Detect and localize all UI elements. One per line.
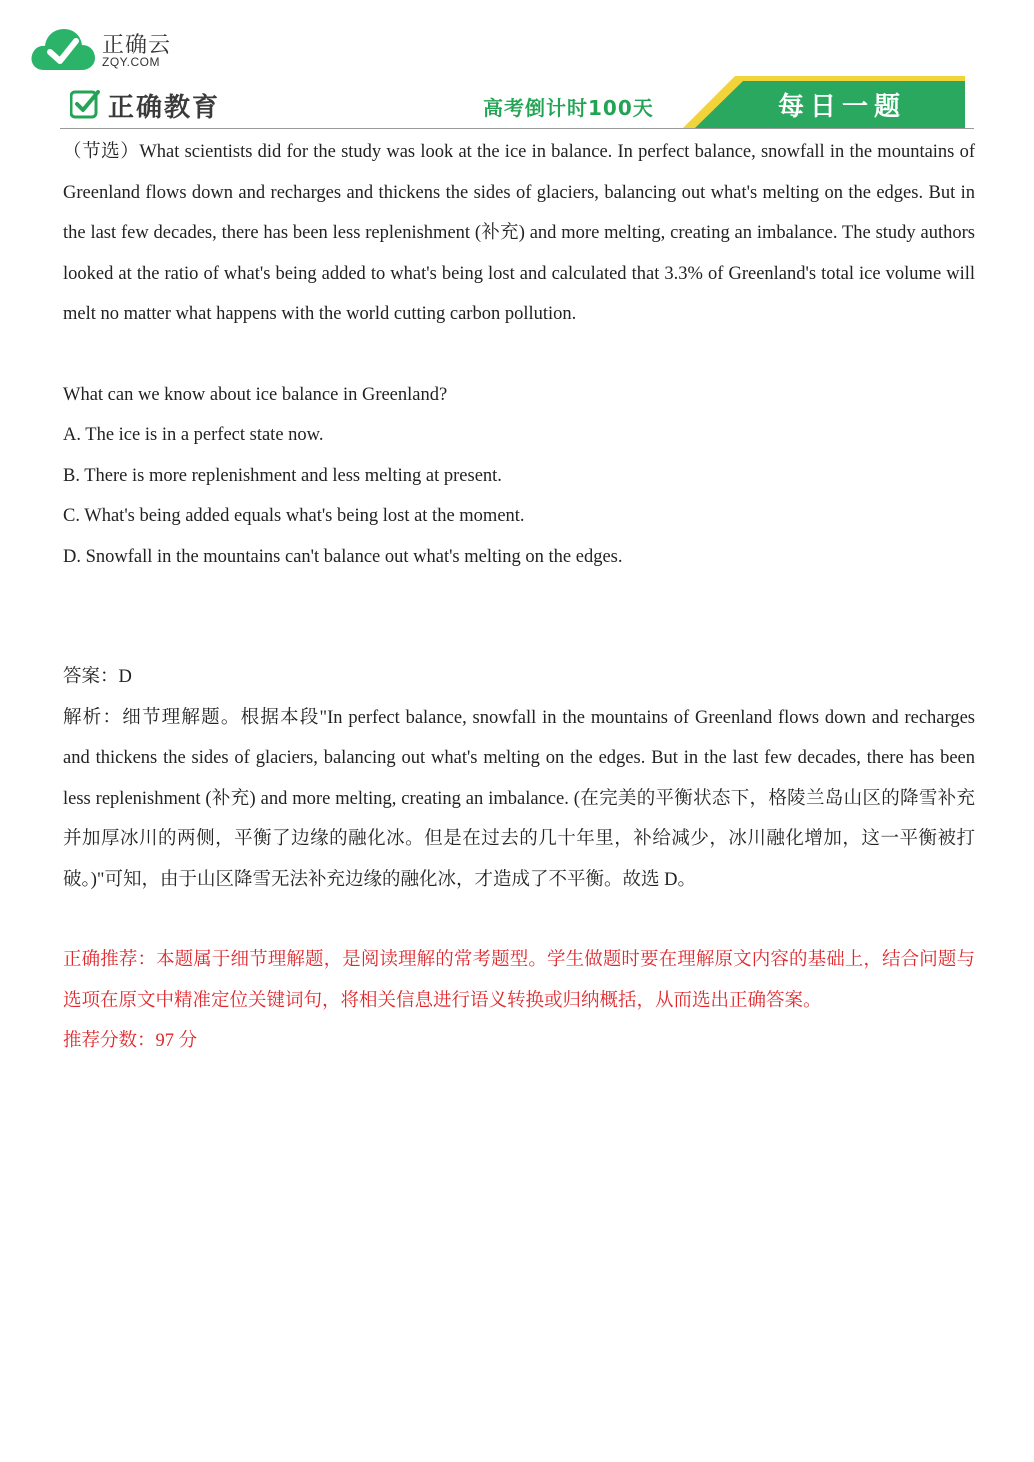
option-c: C. What's being added equals what's being lost at the moment. <box>63 506 525 526</box>
question-block <box>63 375 975 578</box>
zqy-logo <box>30 26 190 76</box>
option-a: A. The ice is in a perfect state now. <box>63 425 324 445</box>
recommendation-text: 正确推荐：本题属于细节理解题，是阅读理解的常考题型。学生做题时要在理解原文内容的基础上，结合问题与选项在原文中精准定位关键词句，将相关信息进行语义转换或归纳概括，从而选出正确答案。 <box>63 950 975 1011</box>
analysis-text: 解析：细节理解题。根据本段"In perfect balance, snowfall in the mountains of Greenland flows down and recharges and thickens the sides of glaciers, balancing out what's melting on the edges. But in the last few decades, there has been less replenishment (补充) and more melting, creating an imbalance. (在完美的平衡状态下，格陵兰岛山区的降雪补充并加厚冰川的两侧，平衡了边缘的融化冰。但是在过去的几十年里，补给减少，冰川融化增加，这一平衡被打破。)"可知，由于山区降雪无法补充边缘的融化冰，才造成了不平衡。故选 D。 <box>63 707 975 890</box>
logo-domain: ZQY.COM <box>102 55 160 69</box>
reading-passage: （节选）What scientists did for the study was look at the ice in balance. In perfect balance, snowfall in the mountains of Greenland flows down and recharges and thickens the sides of glaciers, balancing out what's melting on the edges. But in the last few decades, there has been less replenishment (补充) and more melting, creating an imbalance. The study authors looked at the ratio of what's being added to what's being lost and calculated that 3.3% of Greenland's total ice volume will melt no matter what happens with the world cutting carbon pollution. <box>63 142 975 324</box>
cloud-check-icon <box>30 26 96 72</box>
recommended-score: 推荐分数：97 分 <box>63 1031 198 1051</box>
document-body <box>63 132 975 1062</box>
countdown-text: 高考倒计时100天 <box>483 96 654 120</box>
daily-banner-label: 每日一题 <box>778 92 907 122</box>
header-divider <box>60 128 974 129</box>
recommendation-block <box>63 940 975 1062</box>
answer-line: 答案：D <box>63 667 132 687</box>
answer-block <box>63 657 975 900</box>
logo-chinese-name: 正确云 <box>102 33 172 58</box>
option-d: D. Snowfall in the mountains can't balance out what's melting on the edges. <box>63 546 623 567</box>
question-stem: What can we know about ice balance in Greenland? <box>63 384 448 405</box>
brand-name: 正确教育 <box>108 93 221 123</box>
option-b: B. There is more replenishment and less melting at present. <box>63 465 502 486</box>
checkbox-icon <box>70 89 100 119</box>
